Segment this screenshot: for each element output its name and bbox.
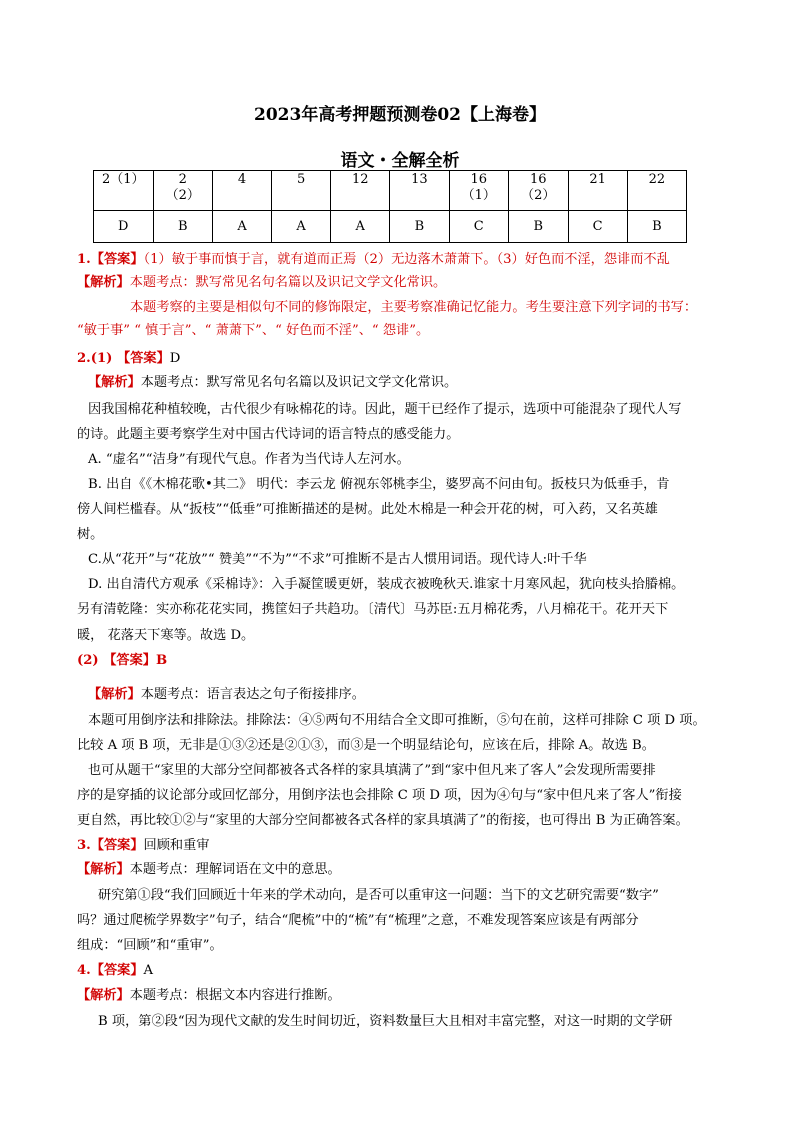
q2-1-analysis-line: [88, 374, 457, 392]
body-line: 更自然，再比较①②与“家里的大部分空间都被各式各样的家具填满了”的衔接，也可得出 B 为正确答案。: [77, 813, 689, 828]
body-line: 吗？通过爬梳学界数字”句子，结合“爬梳”中的“梳”有“梳理”之意，不难发现答案应该是有两部分: [77, 913, 639, 928]
q3-analysis-line: [77, 861, 341, 879]
q1-answer-line: [77, 251, 670, 269]
q2-1-answer-label: 2.(1) 【答案】: [77, 351, 170, 366]
q4-answer-label: 4.【答案】: [77, 963, 144, 978]
body-line: D. 出自清代方观承《采棉诗》：入手凝筐暖更妍，装成衣被晚秋天.谁家十月寒风起，犹向枝头拾膡棉。: [88, 577, 685, 592]
body-line: 树。: [77, 527, 104, 542]
q1-analysis-line: [77, 274, 446, 292]
question-cell: 12: [331, 171, 390, 211]
analysis-label: 【解析】: [77, 862, 130, 877]
q2-1-answer-line: [77, 350, 180, 368]
body-line: 因我国棉花种植较晚，古代很少有咏棉花的诗。因此，题干已经作了提示，选项中可能混杂了现代人写: [88, 402, 682, 417]
q2-1-answer-text: D: [169, 351, 181, 366]
question-cell: 2（1）: [94, 171, 154, 211]
question-cell: 16 （1）: [449, 171, 509, 211]
q2-2-answer-line: [77, 652, 167, 670]
q3-answer-text: 回顾和重审: [143, 838, 210, 853]
body-line: 暖， 花落天下寒等。故选 D。: [77, 628, 255, 643]
answer-cell: D: [94, 211, 154, 243]
q3-answer-line: [77, 837, 209, 855]
body-line: 本题可用倒序法和排除法。排除法：④⑤两句不用结合全文即可推断，⑤句在前，这样可排除 C 项 D 项。: [88, 713, 706, 728]
body-line: 傍人间栏槛春。从“扳枝”“低垂”可推断描述的是树。此处木棉是一种会开花的树，可入药，又名英雄: [77, 502, 658, 517]
body-line: A. “虚名”“洁身”有现代气息。作者为当代诗人左河水。: [88, 452, 410, 467]
q1-answer-label: 1.【答案】: [77, 252, 144, 267]
body-line: 研究第①段“我们回顾近十年来的学术动向，是否可以重审这一问题：当下的文艺研究需要“数字”: [98, 888, 659, 903]
q4-answer-text: A: [143, 963, 154, 978]
analysis-text: 本题考点：语言表达之句子衔接排序。: [140, 687, 365, 702]
answer-cell: C: [449, 211, 509, 243]
body-line: B 项，第②段“因为现代文献的发生时间切近，资料数量巨大且相对丰富完整，对这一时期的文学研: [98, 1014, 673, 1029]
answer-cell: A: [272, 211, 331, 243]
analysis-text: 本题考点：理解词语在文中的意思。: [129, 862, 341, 877]
body-line: B. 出自《《木棉花歌•其二》 明代：李云龙 俯视东邻桃李尘，婆罗高不问由旬。扳枝只为低垂手，肯: [88, 477, 670, 492]
answer-cell: A: [331, 211, 390, 243]
q4-answer-line: [77, 962, 153, 980]
question-row: [94, 171, 687, 211]
body-line: 比较 A 项 B 项，无非是①③②还是②①③，而③是一个明显结论句，应该在后，排除 A。故选 B。: [77, 738, 655, 753]
answer-cell: A: [213, 211, 272, 243]
analysis-text: 本题考点：根据文本内容进行推断。: [129, 988, 341, 1003]
answer-cell: B: [390, 211, 449, 243]
question-cell: 5: [272, 171, 331, 211]
analysis-label: 【解析】: [88, 687, 141, 702]
page-title: 2023年高考押题预测卷02【上海卷】: [254, 105, 546, 125]
question-cell: 16 （2）: [509, 171, 569, 211]
question-cell: 2 （2）: [153, 171, 213, 211]
answer-cell: B: [509, 211, 569, 243]
q3-answer-label: 3.【答案】: [77, 838, 144, 853]
body-line: C.从“花开”与“花放”“ 赞美”“不为”“不求”可推断不是古人惯用词语。现代诗人:叶千华: [88, 552, 587, 567]
body-line: “敏于事” “ 慎于言”、“ 萧萧下”、“ 好色而不淫”、“ 怨诽”。: [77, 323, 430, 338]
body-line: 另有清乾隆：实亦称花花实同，携筐妇子共趋功。〔清代〕马苏臣:五月棉花秀，八月棉花干。花开天下: [77, 602, 669, 617]
q2-2-analysis-line: [88, 686, 365, 704]
question-cell: 4: [213, 171, 272, 211]
answer-cell: B: [627, 211, 686, 243]
answer-cell: C: [568, 211, 627, 243]
answer-table: [93, 170, 687, 243]
body-line: 的诗。此题主要考察学生对中国古代诗词的语言特点的感受能力。: [77, 427, 460, 442]
analysis-label: 【解析】: [77, 988, 130, 1003]
body-line: 本题考察的主要是相似句不同的修饰限定，主要考察准确记忆能力。考生要注意下列字词的书写：: [130, 300, 698, 315]
analysis-text: 本题考点：默写常见名句名篇以及识记文学文化常识。: [129, 275, 447, 290]
body-line: 也可从题干“家里的大部分空间都被各式各样的家具填满了”到“家中但凡来了客人”会发现所需要排: [88, 763, 656, 778]
analysis-text: 本题考点：默写常见名句名篇以及识记文学文化常识。: [140, 375, 458, 390]
q2-2-answer-label: (2) 【答案】: [77, 653, 156, 668]
q1-answer-text: （1）敏于事而慎于言，就有道而正焉（2）无边落木萧萧下。（3）好色而不淫，怨诽而不乱: [143, 252, 670, 267]
page-subtitle: 语文・全解全析: [340, 151, 460, 171]
answer-row: [94, 211, 687, 243]
q2-2-answer-text: B: [156, 653, 168, 668]
body-line: 组成：“回顾”和“重审”。: [77, 938, 223, 953]
analysis-label: 【解析】: [77, 275, 130, 290]
question-cell: 22: [627, 171, 686, 211]
answer-cell: B: [153, 211, 213, 243]
question-cell: 21: [568, 171, 627, 211]
q4-analysis-line: [77, 987, 341, 1005]
body-line: 序的是穿插的议论部分或回忆部分，用倒序法也会排除 C 项 D 项，因为④句与“家中但凡来了客人”衔接: [77, 788, 682, 803]
analysis-label: 【解析】: [88, 375, 141, 390]
question-cell: 13: [390, 171, 449, 211]
